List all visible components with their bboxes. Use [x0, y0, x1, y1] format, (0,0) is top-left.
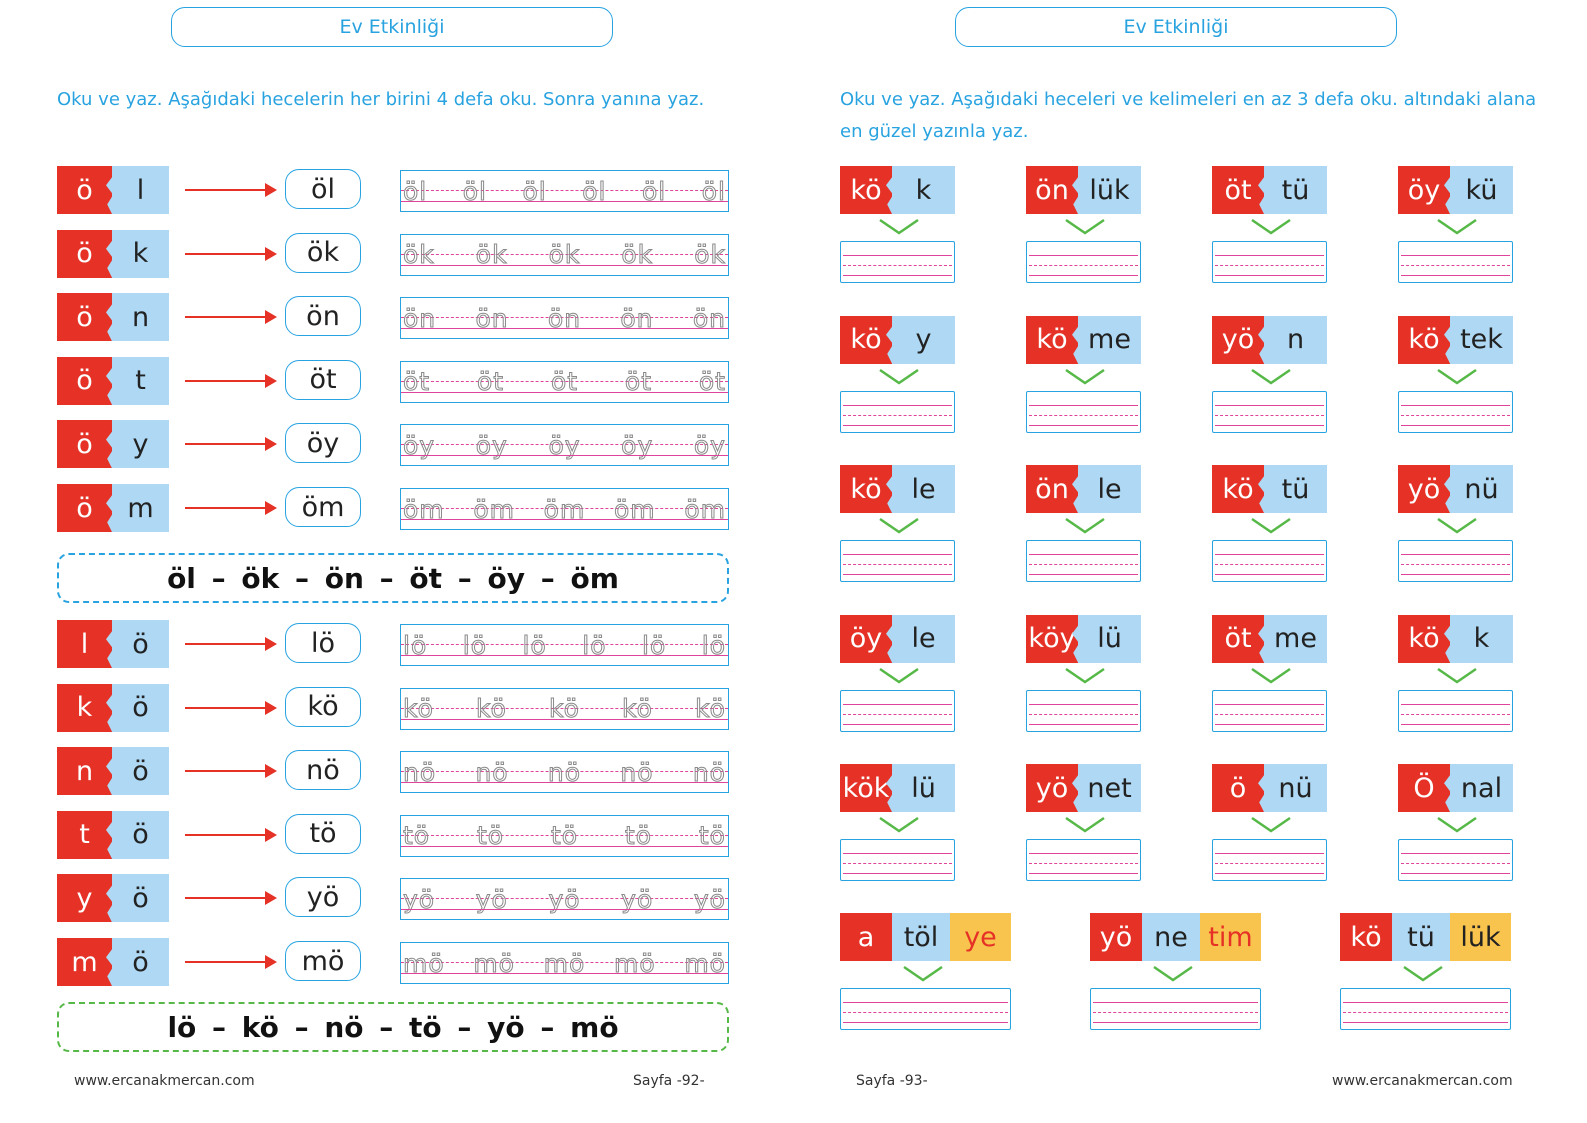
writing-box[interactable]: [840, 839, 955, 881]
tracing-line[interactable]: [400, 361, 729, 403]
word-card: [1026, 166, 1141, 286]
syllable-box: yö: [285, 877, 361, 917]
right-arrow-icon: [185, 770, 269, 772]
tracing-line[interactable]: [400, 751, 729, 793]
left-title: Ev Etkinliği: [171, 7, 613, 47]
chevron-down-icon: [1250, 368, 1292, 386]
second-syllable: nü: [1450, 465, 1513, 513]
writing-box[interactable]: [1212, 839, 1327, 881]
right-instruction-line2: en güzel yazınla yaz.: [840, 121, 1029, 142]
traced-syllable: lö: [462, 630, 487, 660]
traced-syllable: tö: [476, 821, 505, 851]
tracing-line[interactable]: [400, 624, 729, 666]
traced-syllable: tö: [550, 821, 579, 851]
first-syllable: kö: [1026, 316, 1078, 364]
traced-syllable: nö: [692, 757, 726, 787]
chevron-down-icon: [1250, 816, 1292, 834]
letter-pair: [57, 874, 169, 922]
traced-syllable: öm: [403, 494, 445, 524]
traced-syllable: nö: [620, 757, 654, 787]
three-syllable-card: [1090, 913, 1261, 1033]
first-syllable: öy: [1398, 166, 1450, 214]
first-syllable: ö: [1212, 764, 1264, 812]
right-arrow-icon: [185, 507, 269, 509]
syllable-row: [57, 811, 729, 859]
chevron-down-icon: [1064, 218, 1106, 236]
word-card: [1398, 615, 1513, 735]
traced-syllable: öt: [624, 367, 653, 397]
tracing-line[interactable]: [400, 424, 729, 466]
three-syllable-card: [840, 913, 1011, 1033]
second-syllable: net: [1078, 764, 1141, 812]
first-syllable: köy: [1026, 615, 1078, 663]
syllable-pair: [1026, 764, 1141, 812]
first-syllable: yö: [1090, 913, 1142, 961]
syllable-box: kö: [285, 687, 361, 727]
first-syllable: yö: [1398, 465, 1450, 513]
second-letter: ö: [112, 874, 169, 922]
syllable-pair: [1398, 465, 1513, 513]
traced-syllable: tö: [624, 821, 653, 851]
traced-syllable: öy: [475, 430, 508, 460]
right-arrow-icon: [185, 897, 269, 899]
second-syllable: k: [892, 166, 955, 214]
word-card: [1212, 615, 1327, 735]
traced-syllable: öt: [550, 367, 579, 397]
second-syllable: me: [1264, 615, 1327, 663]
second-syllable: ne: [1142, 913, 1200, 961]
traced-syllable: öl: [701, 176, 726, 206]
right-arrow-icon: [185, 443, 269, 445]
tracing-line[interactable]: [400, 688, 729, 730]
traced-syllable: ön: [692, 303, 726, 333]
traced-syllable: ök: [694, 240, 726, 270]
tracing-line[interactable]: [400, 942, 729, 984]
syllable-row: [57, 747, 729, 795]
letter-pair: [57, 811, 169, 859]
syllable-pair: [1212, 465, 1327, 513]
traced-syllable: tö: [698, 821, 726, 851]
first-syllable: kö: [1398, 316, 1450, 364]
letter-pair: [57, 357, 169, 405]
first-letter: t: [57, 811, 112, 859]
chevron-down-icon: [1064, 667, 1106, 685]
writing-box[interactable]: [1340, 988, 1511, 1030]
second-syllable: lük: [1078, 166, 1141, 214]
writing-box[interactable]: [1212, 391, 1327, 433]
second-letter: ö: [112, 811, 169, 859]
second-syllable: lü: [1078, 615, 1141, 663]
word-card: [1398, 166, 1513, 286]
left-page-number: Sayfa -92-: [633, 1073, 705, 1089]
syllable-pair: [840, 166, 955, 214]
syllable-box: tö: [285, 814, 361, 854]
second-syllable: tü: [1264, 166, 1327, 214]
first-letter: ö: [57, 230, 112, 278]
letter-pair: [57, 230, 169, 278]
traced-syllable: öm: [684, 494, 726, 524]
tracing-line[interactable]: [400, 297, 729, 339]
traced-syllable: öl: [582, 176, 607, 206]
syllable-row: [57, 684, 729, 732]
traced-syllable: yö: [475, 884, 508, 914]
syllable-row: [57, 874, 729, 922]
writing-box[interactable]: [840, 391, 955, 433]
right-website: www.ercanakmercan.com: [1332, 1073, 1513, 1089]
syllable-row: [57, 357, 729, 405]
first-syllable: a: [840, 913, 892, 961]
traced-syllable: lö: [701, 630, 726, 660]
writing-box[interactable]: [1026, 391, 1141, 433]
word-card: [1212, 764, 1327, 884]
chevron-down-icon: [1250, 218, 1292, 236]
word-card: [840, 465, 955, 585]
letter-pair: [57, 293, 169, 341]
second-syllable: n: [1264, 316, 1327, 364]
traced-syllable: mö: [403, 948, 445, 978]
chevron-down-icon: [1436, 517, 1478, 535]
writing-box[interactable]: [840, 540, 955, 582]
letter-pair: [57, 420, 169, 468]
syllable-row: [57, 166, 729, 214]
summary-ö-second: lö – kö – nö – tö – yö – mö: [57, 1002, 729, 1052]
right-arrow-icon: [185, 643, 269, 645]
word-card: [1026, 615, 1141, 735]
second-syllable: le: [892, 615, 955, 663]
syllable-pair: [1398, 615, 1513, 663]
traced-syllable: nö: [403, 757, 437, 787]
chevron-down-icon: [1064, 816, 1106, 834]
traced-syllable: yö: [548, 884, 581, 914]
syllable-pair: [1026, 316, 1141, 364]
left-website: www.ercanakmercan.com: [74, 1073, 255, 1089]
traced-syllable: öl: [522, 176, 547, 206]
writing-box[interactable]: [1398, 540, 1513, 582]
chevron-down-icon: [1064, 368, 1106, 386]
syllable-pair: [1212, 615, 1327, 663]
word-card: [840, 166, 955, 286]
traced-syllable: mö: [613, 948, 656, 978]
chevron-down-icon: [1250, 517, 1292, 535]
second-syllable: kü: [1450, 166, 1513, 214]
tracing-line[interactable]: [400, 878, 729, 920]
second-letter: m: [112, 484, 169, 532]
chevron-down-icon: [878, 816, 920, 834]
tracing-line[interactable]: [400, 170, 729, 212]
second-syllable: töl: [892, 913, 950, 961]
syllable-box: öl: [285, 169, 361, 209]
second-syllable: le: [892, 465, 955, 513]
first-syllable: öt: [1212, 615, 1264, 663]
letter-pair: [57, 684, 169, 732]
traced-syllable: kö: [549, 694, 580, 724]
traced-syllable: ön: [403, 303, 437, 333]
right-arrow-icon: [185, 707, 269, 709]
word-card: [1212, 465, 1327, 585]
right-arrow-icon: [185, 961, 269, 963]
left-instruction: Oku ve yaz. Aşağıdaki hecelerin her birini 4 defa oku. Sonra yanına yaz.: [57, 89, 705, 110]
word-card: [1026, 316, 1141, 436]
tracing-line[interactable]: [400, 234, 729, 276]
writing-box[interactable]: [1398, 839, 1513, 881]
traced-syllable: öy: [548, 430, 581, 460]
second-syllable: y: [892, 316, 955, 364]
traced-syllable: ök: [621, 240, 654, 270]
traced-syllable: ön: [547, 303, 582, 333]
traced-syllable: öt: [403, 367, 431, 397]
tracing-line[interactable]: [400, 488, 729, 530]
word-card: [1398, 465, 1513, 585]
traced-syllable: öy: [693, 430, 726, 460]
second-letter: t: [112, 357, 169, 405]
first-syllable: kö: [1212, 465, 1264, 513]
writing-box[interactable]: [1026, 241, 1141, 283]
traced-syllable: öt: [698, 367, 726, 397]
syllable-row: [57, 938, 729, 986]
syllable-box: öy: [285, 423, 361, 463]
first-syllable: kö: [1340, 913, 1392, 961]
traced-syllable: kö: [476, 694, 507, 724]
chevron-down-icon: [878, 667, 920, 685]
syllable-pair: [1026, 465, 1141, 513]
first-syllable: kök: [840, 764, 892, 812]
word-card: [840, 764, 955, 884]
writing-box[interactable]: [840, 241, 955, 283]
right-arrow-icon: [185, 316, 269, 318]
second-syllable: nü: [1264, 764, 1327, 812]
traced-syllable: öm: [543, 494, 586, 524]
right-instruction-line1: Oku ve yaz. Aşağıdaki heceleri ve kelimeleri en az 3 defa oku. altındaki alana: [840, 89, 1537, 110]
traced-syllable: yö: [403, 884, 436, 914]
traced-syllable: ök: [475, 240, 508, 270]
right-page-number: Sayfa -93-: [856, 1073, 928, 1089]
second-syllable: nal: [1450, 764, 1513, 812]
syllable-pair: [1026, 166, 1141, 214]
right-arrow-icon: [185, 380, 269, 382]
syllable-row: [57, 293, 729, 341]
first-syllable: öy: [840, 615, 892, 663]
chevron-down-icon: [902, 965, 944, 983]
traced-syllable: mö: [684, 948, 726, 978]
right-arrow-icon: [185, 253, 269, 255]
traced-syllable: lö: [403, 630, 428, 660]
word-card: [1398, 316, 1513, 436]
second-letter: y: [112, 420, 169, 468]
summary-ö-first: öl – ök – ön – öt – öy – öm: [57, 553, 729, 603]
traced-syllable: lö: [522, 630, 547, 660]
traced-syllable: nö: [547, 757, 582, 787]
second-syllable: lü: [892, 764, 955, 812]
syllable-row: [57, 230, 729, 278]
right-title: Ev Etkinliği: [955, 7, 1397, 47]
writing-box[interactable]: [840, 988, 1011, 1030]
first-letter: ö: [57, 293, 112, 341]
letter-pair: [57, 747, 169, 795]
syllable-row: [57, 484, 729, 532]
writing-box[interactable]: [840, 690, 955, 732]
word-card: [1026, 764, 1141, 884]
syllable-pair: [840, 316, 955, 364]
second-letter: ö: [112, 684, 169, 732]
syllable-box: öm: [285, 487, 361, 527]
second-letter: ö: [112, 620, 169, 668]
third-syllable: lük: [1450, 913, 1511, 961]
word-card: [1398, 764, 1513, 884]
second-syllable: tü: [1392, 913, 1450, 961]
traced-syllable: ön: [475, 303, 509, 333]
writing-box[interactable]: [1398, 391, 1513, 433]
letter-pair: [57, 166, 169, 214]
first-syllable: kö: [840, 465, 892, 513]
first-letter: ö: [57, 420, 112, 468]
third-syllable: tim: [1200, 913, 1261, 961]
first-syllable: yö: [1026, 764, 1078, 812]
letter-pair: [57, 484, 169, 532]
first-syllable: kö: [840, 166, 892, 214]
chevron-down-icon: [1436, 816, 1478, 834]
first-letter: k: [57, 684, 112, 732]
syllable-box: öt: [285, 360, 361, 400]
syllable-pair: [1398, 764, 1513, 812]
second-syllable: tek: [1450, 316, 1513, 364]
traced-syllable: yö: [693, 884, 726, 914]
traced-syllable: mö: [543, 948, 586, 978]
syllable-pair: [840, 615, 955, 663]
first-letter: n: [57, 747, 112, 795]
chevron-down-icon: [878, 218, 920, 236]
second-letter: n: [112, 293, 169, 341]
writing-box[interactable]: [1026, 839, 1141, 881]
traced-syllable: nö: [475, 757, 509, 787]
traced-syllable: lö: [642, 630, 667, 660]
letter-pair: [57, 938, 169, 986]
syllable-pair: [840, 465, 955, 513]
first-syllable: öt: [1212, 166, 1264, 214]
syllable-box: nö: [285, 750, 361, 790]
right-arrow-icon: [185, 189, 269, 191]
writing-box[interactable]: [1212, 241, 1327, 283]
syllable-pair: [1212, 166, 1327, 214]
word-card: [1026, 465, 1141, 585]
first-syllable: kö: [1398, 615, 1450, 663]
first-syllable: kö: [840, 316, 892, 364]
first-letter: y: [57, 874, 112, 922]
traced-syllable: öl: [403, 176, 428, 206]
syllable-pair: [1026, 615, 1141, 663]
first-syllable: ön: [1026, 166, 1078, 214]
syllable-row: [57, 620, 729, 668]
first-letter: ö: [57, 166, 112, 214]
traced-syllable: ön: [620, 303, 654, 333]
traced-syllable: tö: [403, 821, 431, 851]
writing-box[interactable]: [1398, 690, 1513, 732]
three-syllable-card: [1340, 913, 1511, 1033]
right-arrow-icon: [185, 834, 269, 836]
traced-syllable: ök: [548, 240, 581, 270]
writing-box[interactable]: [1212, 690, 1327, 732]
syllable-pair: [840, 764, 955, 812]
traced-syllable: lö: [582, 630, 607, 660]
second-letter: k: [112, 230, 169, 278]
chevron-down-icon: [878, 517, 920, 535]
traced-syllable: öm: [613, 494, 656, 524]
letter-pair: [57, 620, 169, 668]
first-syllable: yö: [1212, 316, 1264, 364]
traced-syllable: kö: [695, 694, 726, 724]
syllable-row: [57, 420, 729, 468]
chevron-down-icon: [1250, 667, 1292, 685]
word-card: [840, 316, 955, 436]
first-syllable: Ö: [1398, 764, 1450, 812]
writing-box[interactable]: [1398, 241, 1513, 283]
syllable-pair: [1398, 166, 1513, 214]
second-letter: l: [112, 166, 169, 214]
first-letter: ö: [57, 484, 112, 532]
first-letter: l: [57, 620, 112, 668]
syllable-box: ön: [285, 296, 361, 336]
chevron-down-icon: [1064, 517, 1106, 535]
word-card: [1212, 316, 1327, 436]
traced-syllable: mö: [473, 948, 515, 978]
syllable-pair: [1212, 316, 1327, 364]
tracing-line[interactable]: [400, 815, 729, 857]
traced-syllable: kö: [403, 694, 434, 724]
chevron-down-icon: [1436, 368, 1478, 386]
syllable-pair: [1212, 764, 1327, 812]
word-card: [1212, 166, 1327, 286]
syllable-box: mö: [285, 941, 361, 981]
first-letter: m: [57, 938, 112, 986]
writing-box[interactable]: [1090, 988, 1261, 1030]
second-syllable: k: [1450, 615, 1513, 663]
chevron-down-icon: [1436, 667, 1478, 685]
traced-syllable: öy: [621, 430, 654, 460]
second-syllable: le: [1078, 465, 1141, 513]
chevron-down-icon: [1152, 965, 1194, 983]
second-letter: ö: [112, 747, 169, 795]
chevron-down-icon: [1402, 965, 1444, 983]
second-syllable: me: [1078, 316, 1141, 364]
traced-syllable: öm: [473, 494, 515, 524]
traced-syllable: ök: [403, 240, 435, 270]
syllable-box: lö: [285, 623, 361, 663]
writing-box[interactable]: [1026, 540, 1141, 582]
traced-syllable: öl: [642, 176, 667, 206]
first-letter: ö: [57, 357, 112, 405]
traced-syllable: yö: [621, 884, 654, 914]
word-card: [840, 615, 955, 735]
traced-syllable: kö: [622, 694, 653, 724]
writing-box[interactable]: [1212, 540, 1327, 582]
third-syllable: ye: [950, 913, 1011, 961]
chevron-down-icon: [1436, 218, 1478, 236]
first-syllable: ön: [1026, 465, 1078, 513]
second-letter: ö: [112, 938, 169, 986]
traced-syllable: öt: [476, 367, 505, 397]
syllable-pair: [1398, 316, 1513, 364]
syllable-box: ök: [285, 233, 361, 273]
traced-syllable: öl: [462, 176, 487, 206]
traced-syllable: öy: [403, 430, 436, 460]
second-syllable: tü: [1264, 465, 1327, 513]
writing-box[interactable]: [1026, 690, 1141, 732]
chevron-down-icon: [878, 368, 920, 386]
